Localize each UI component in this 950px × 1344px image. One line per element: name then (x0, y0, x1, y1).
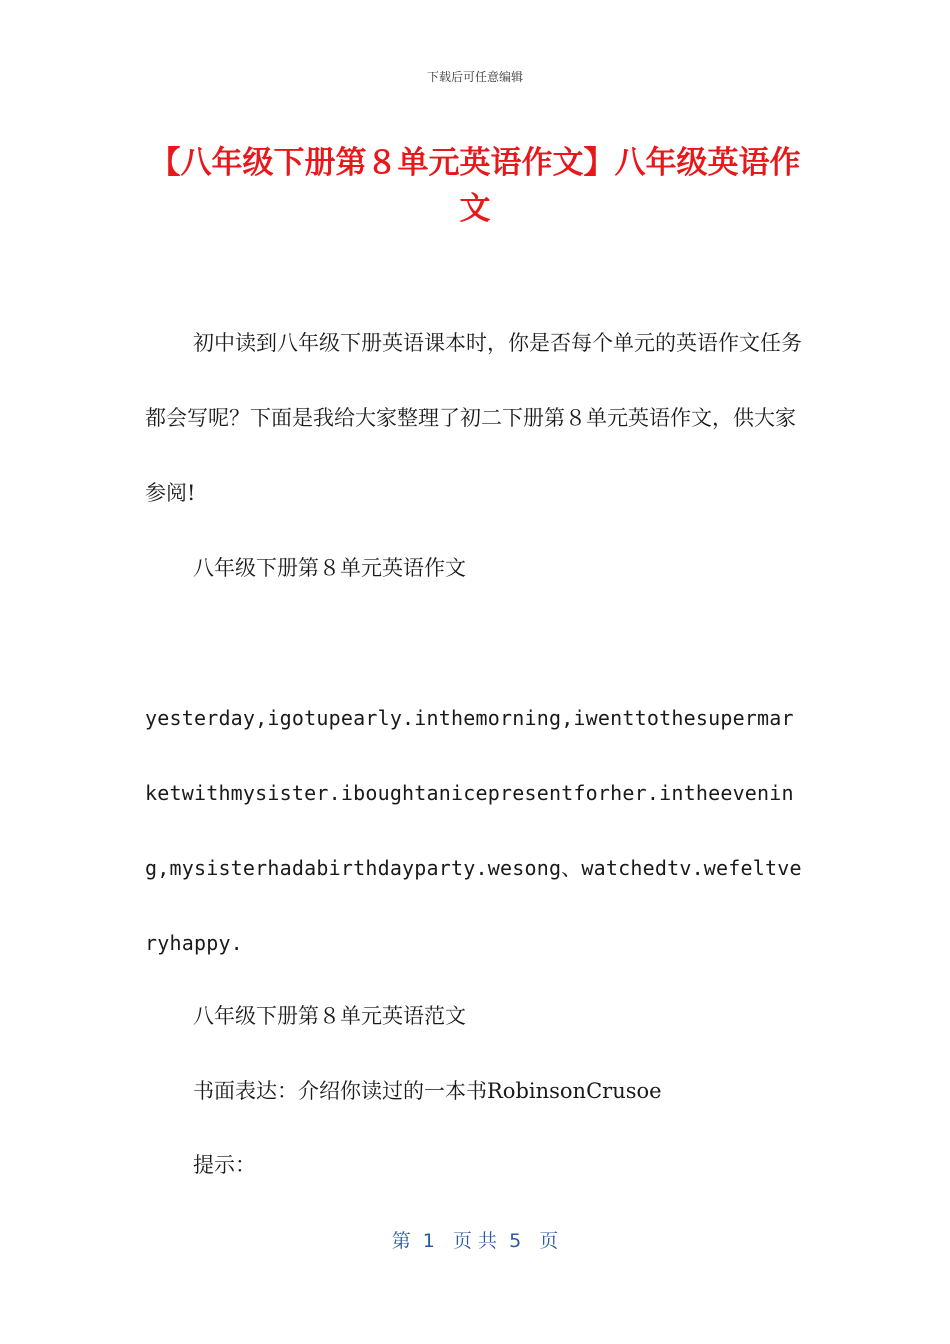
header-note: 下载后可任意编辑 (426, 70, 523, 84)
task-paragraph: 书面表达：介绍你读过的一本书RobinsonCrusoe (193, 1079, 662, 1103)
hint-paragraph: 提示： (193, 1153, 256, 1177)
section-heading-essay: 八年级下册第８单元英语作文 (193, 556, 466, 580)
essay-paragraph: yesterday,igotupearly.inthemorning,iwenttothesupermarketwithmysister.iboughtanicepresentforher.intheevening,mysisterhadabirthdayparty.wesong、watchedtv.wefeltveryhappy. (145, 706, 802, 955)
page-footer: 第 1 页 共 5 页 (391, 1230, 559, 1252)
section-heading-model: 八年级下册第８单元英语范文 (193, 1004, 466, 1028)
intro-paragraph: 初中读到八年级下册英语课本时，你是否每个单元的英语作文任务都会写呢？下面是我给大家整理了初二下册第８单元英语作文，供大家参阅! (145, 331, 802, 505)
document-title: 【八年级下册第８单元英语作文】八年级英语作文 (149, 145, 801, 227)
